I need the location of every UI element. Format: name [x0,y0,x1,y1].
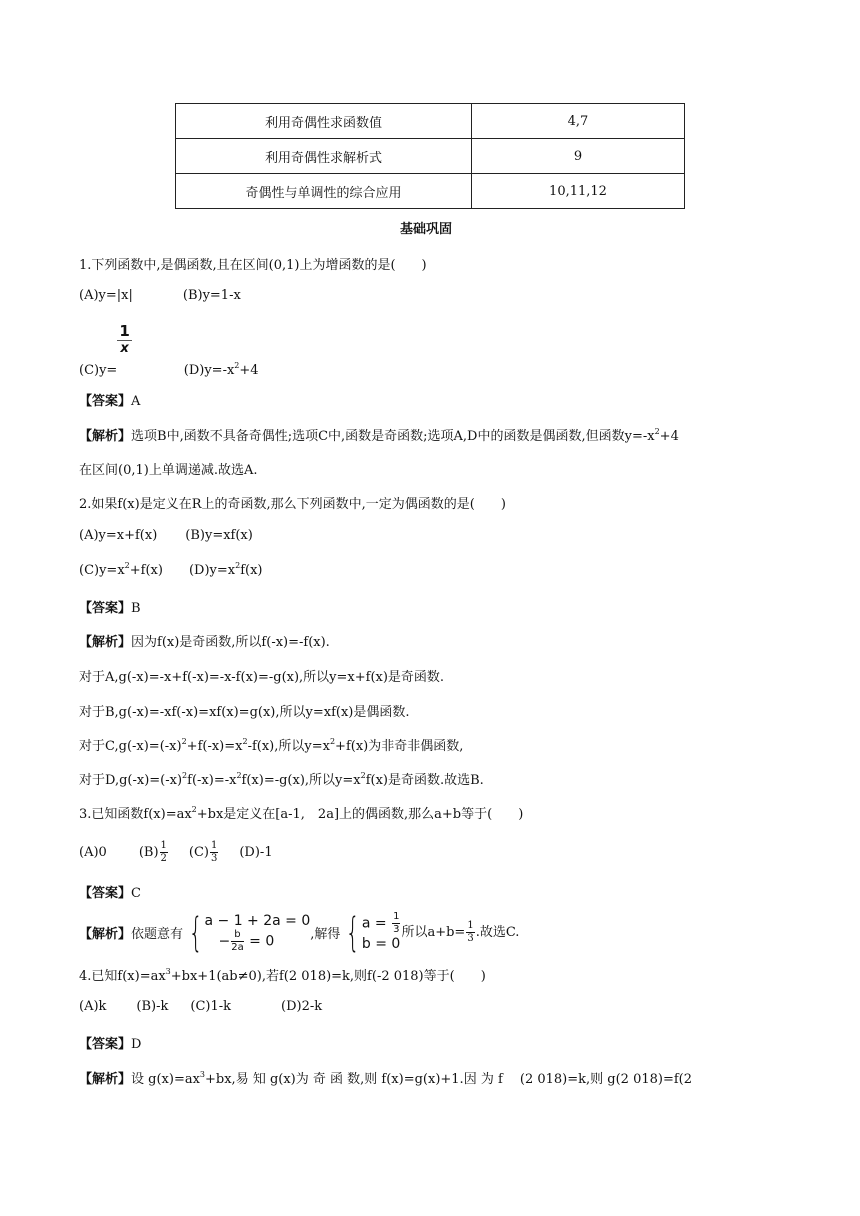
answer-label: 【答案】 [79,601,132,616]
q3-option-b-label: (B) [138,845,159,860]
q2-analysis-line3: 对于B,g(-x)=-xf(-x)=xf(x)=g(x),所以y=xf(x)是偶函数. [79,705,410,720]
equation-row [362,912,402,935]
q1-stem: 1.下列函数中,是偶函数,且在区间(0,1)上为增函数的是( ) [79,258,427,273]
q1-option-a: (A)y=|x| [79,288,133,303]
q4-answer [79,1033,141,1052]
q1-option-d-pre: (D)y=-x [183,363,235,378]
q2-option-c [79,563,163,578]
section-title: 基础巩固 [400,222,453,237]
superscript: 2 [329,737,336,746]
superscript: 2 [124,561,130,570]
q2-option-c-pre: (C)y=x [79,563,125,578]
analysis-text: 因为f(x)是奇函数,所以f(-x)=-f(x). [131,635,330,650]
analysis-text: +4 [659,429,679,444]
q2-option-a: (A)y=x+f(x) [79,528,158,543]
answer-label: 【答案】 [79,886,132,901]
q3-analysis [79,909,520,956]
left-brace: { [188,909,203,956]
q2-analysis-line5 [79,769,484,788]
analysis-text: 对于D,g(-x)=(-x) [79,773,183,788]
q2-analysis-line4 [79,735,463,754]
analysis-text: f(-x)=-x [187,773,237,788]
q1-answer [79,390,140,409]
superscript: 2 [191,805,197,814]
fraction-numerator: 1 [393,911,400,922]
left-brace: { [346,909,361,956]
q3-option-c-label: (C) [188,845,209,860]
q3-stem [79,803,523,822]
analysis-text: 对于C,g(-x)=(-x) [79,739,182,754]
topic-table [175,103,685,209]
q1-option-d [184,363,259,378]
answer-value: A [131,394,141,409]
superscript: 3 [199,1070,206,1079]
equation-system [183,909,311,956]
equation-row: a − 1 + 2a = 0 [204,913,311,929]
table-cell-items: 4,7 [472,104,685,139]
q2-analysis-line2: 对于A,g(-x)=-x+f(-x)=-x-f(x)=-g(x),所以y=x+f(x)是奇函数. [79,670,445,685]
q1-options-cd [79,322,259,378]
table-cell-topic: 利用奇偶性求解析式 [176,139,472,174]
q2-option-c-post: +f(x) [129,563,163,578]
analysis-text: 设 g(x)=ax [131,1072,200,1087]
q3-stem-text: +bx是定义在[a-1, 2a]上的偶函数,那么a+b等于( ) [196,807,524,822]
table-cell-topic: 利用奇偶性求函数值 [176,104,472,139]
analysis-text [401,920,520,944]
q1-option-c [79,322,132,378]
q2-answer [79,597,141,616]
q3-option-c [188,840,219,864]
answer-value: B [131,601,141,616]
analysis-text: 选项B中,函数不具备奇偶性;选项C中,函数是奇函数;选项A,D中的函数是偶函数,但函数y=-x [131,429,655,444]
fraction-numerator: b [231,930,244,942]
q3-stem-text: 3.已知函数f(x)=ax [79,807,192,822]
fraction [392,912,400,935]
fraction-numerator: 1 [210,840,218,851]
fraction [210,841,218,864]
q4-option-b: (B)-k [136,999,169,1014]
fraction [160,841,168,864]
fraction-denominator: 3 [393,924,400,935]
analysis-text: +bx,易 知 g(x)为 奇 函 数,则 f(x)=g(x)+1.因 为 f (2 018)=k,则 g(2 018)=f(2 [205,1072,693,1087]
fraction-numerator: 1 [160,840,167,851]
q1-options-ab [79,288,241,303]
table-cell-items: 10,11,12 [472,174,685,209]
q3-options [79,841,273,864]
superscript: 2 [236,771,242,780]
analysis-text: ,解得 [310,927,341,942]
q2-options-ab [79,528,253,543]
fraction-numerator: 1 [119,322,130,340]
minus-sign: − [218,933,231,950]
analysis-text: f(x)=-g(x),所以y=x [241,773,361,788]
answer-value: C [131,886,141,901]
equation-rhs: = 0 [249,933,275,950]
fraction [231,930,244,953]
fraction-denominator: 2 [160,853,167,864]
table-cell-topic: 奇偶性与单调性的综合应用 [176,174,472,209]
q2-option-b: (B)y=xf(x) [185,528,253,543]
analysis-text: +f(-x)=x [186,739,243,754]
q4-analysis [79,1068,692,1087]
table-row [176,174,685,209]
equation-system [340,909,401,956]
q1-option-d-post: +4 [239,363,259,378]
q2-stem: 2.如果f(x)是定义在R上的奇函数,那么下列函数中,一定为偶函数的是( ) [79,497,506,512]
q4-stem [79,965,486,984]
table-row [176,139,685,174]
q1-analysis-line1 [79,425,679,444]
fraction-denominator: 3 [210,853,218,864]
fraction-denominator: 2a [231,942,244,953]
superscript: 2 [181,737,187,746]
q1-option-c-fraction [117,322,131,356]
analysis-label: 【解析】 [79,429,132,444]
equation-lhs: a = [361,915,387,932]
superscript: 2 [242,737,248,746]
equation-row [204,930,310,953]
equation-row: b = 0 [361,936,401,952]
q4-stem-text: +bx+1(ab≠0),若f(2 018)=k,则f(-2 018)等于( ) [170,969,486,984]
analysis-text: +f(x)为非奇非偶函数, [335,739,464,754]
answer-value: D [131,1037,142,1052]
analysis-text: 依题意有 [131,927,184,942]
analysis-text-part: 所以a+b= [401,925,466,940]
table-cell-items: 9 [472,139,685,174]
q2-option-d-pre: (D)y=x [188,563,236,578]
q1-option-b: (B)y=1-x [182,288,241,303]
q2-analysis-line1 [79,631,330,650]
superscript: 2 [235,561,241,570]
analysis-label: 【解析】 [79,1072,132,1087]
fraction [466,921,474,944]
analysis-text: f(x)是奇函数.故选B. [365,773,484,788]
superscript: 3 [165,967,171,976]
superscript: 2 [182,771,188,780]
q1-analysis-line2: 在区间(0,1)上单调递减.故选A. [79,463,258,478]
fraction-denominator: x [120,341,129,356]
fraction-denominator: 3 [467,933,474,944]
q3-option-b [138,840,169,864]
answer-label: 【答案】 [79,1037,132,1052]
superscript: 2 [360,771,366,780]
answer-label: 【答案】 [79,394,132,409]
q4-stem-text: 4.已知f(x)=ax [79,969,166,984]
superscript: 2 [234,361,240,370]
q4-option-a: (A)k [79,999,107,1014]
q4-option-d: (D)2-k [281,999,323,1014]
analysis-label: 【解析】 [79,635,132,650]
q4-option-c: (C)1-k [190,999,232,1014]
q3-option-a: (A)0 [79,845,107,860]
table-row [176,104,685,139]
q2-option-d [189,563,263,578]
q3-option-d: (D)-1 [239,845,273,860]
q1-option-c-prefix: (C)y= [79,363,118,378]
analysis-text-part: .故选C. [475,925,520,940]
fraction-numerator: 1 [467,920,474,931]
q2-option-d-post: f(x) [240,563,263,578]
q2-options-cd [79,563,262,578]
analysis-text: -f(x),所以y=x [247,739,330,754]
superscript: 2 [654,427,660,436]
analysis-label: 【解析】 [79,927,132,942]
q3-answer [79,882,141,901]
q4-options [79,999,322,1014]
